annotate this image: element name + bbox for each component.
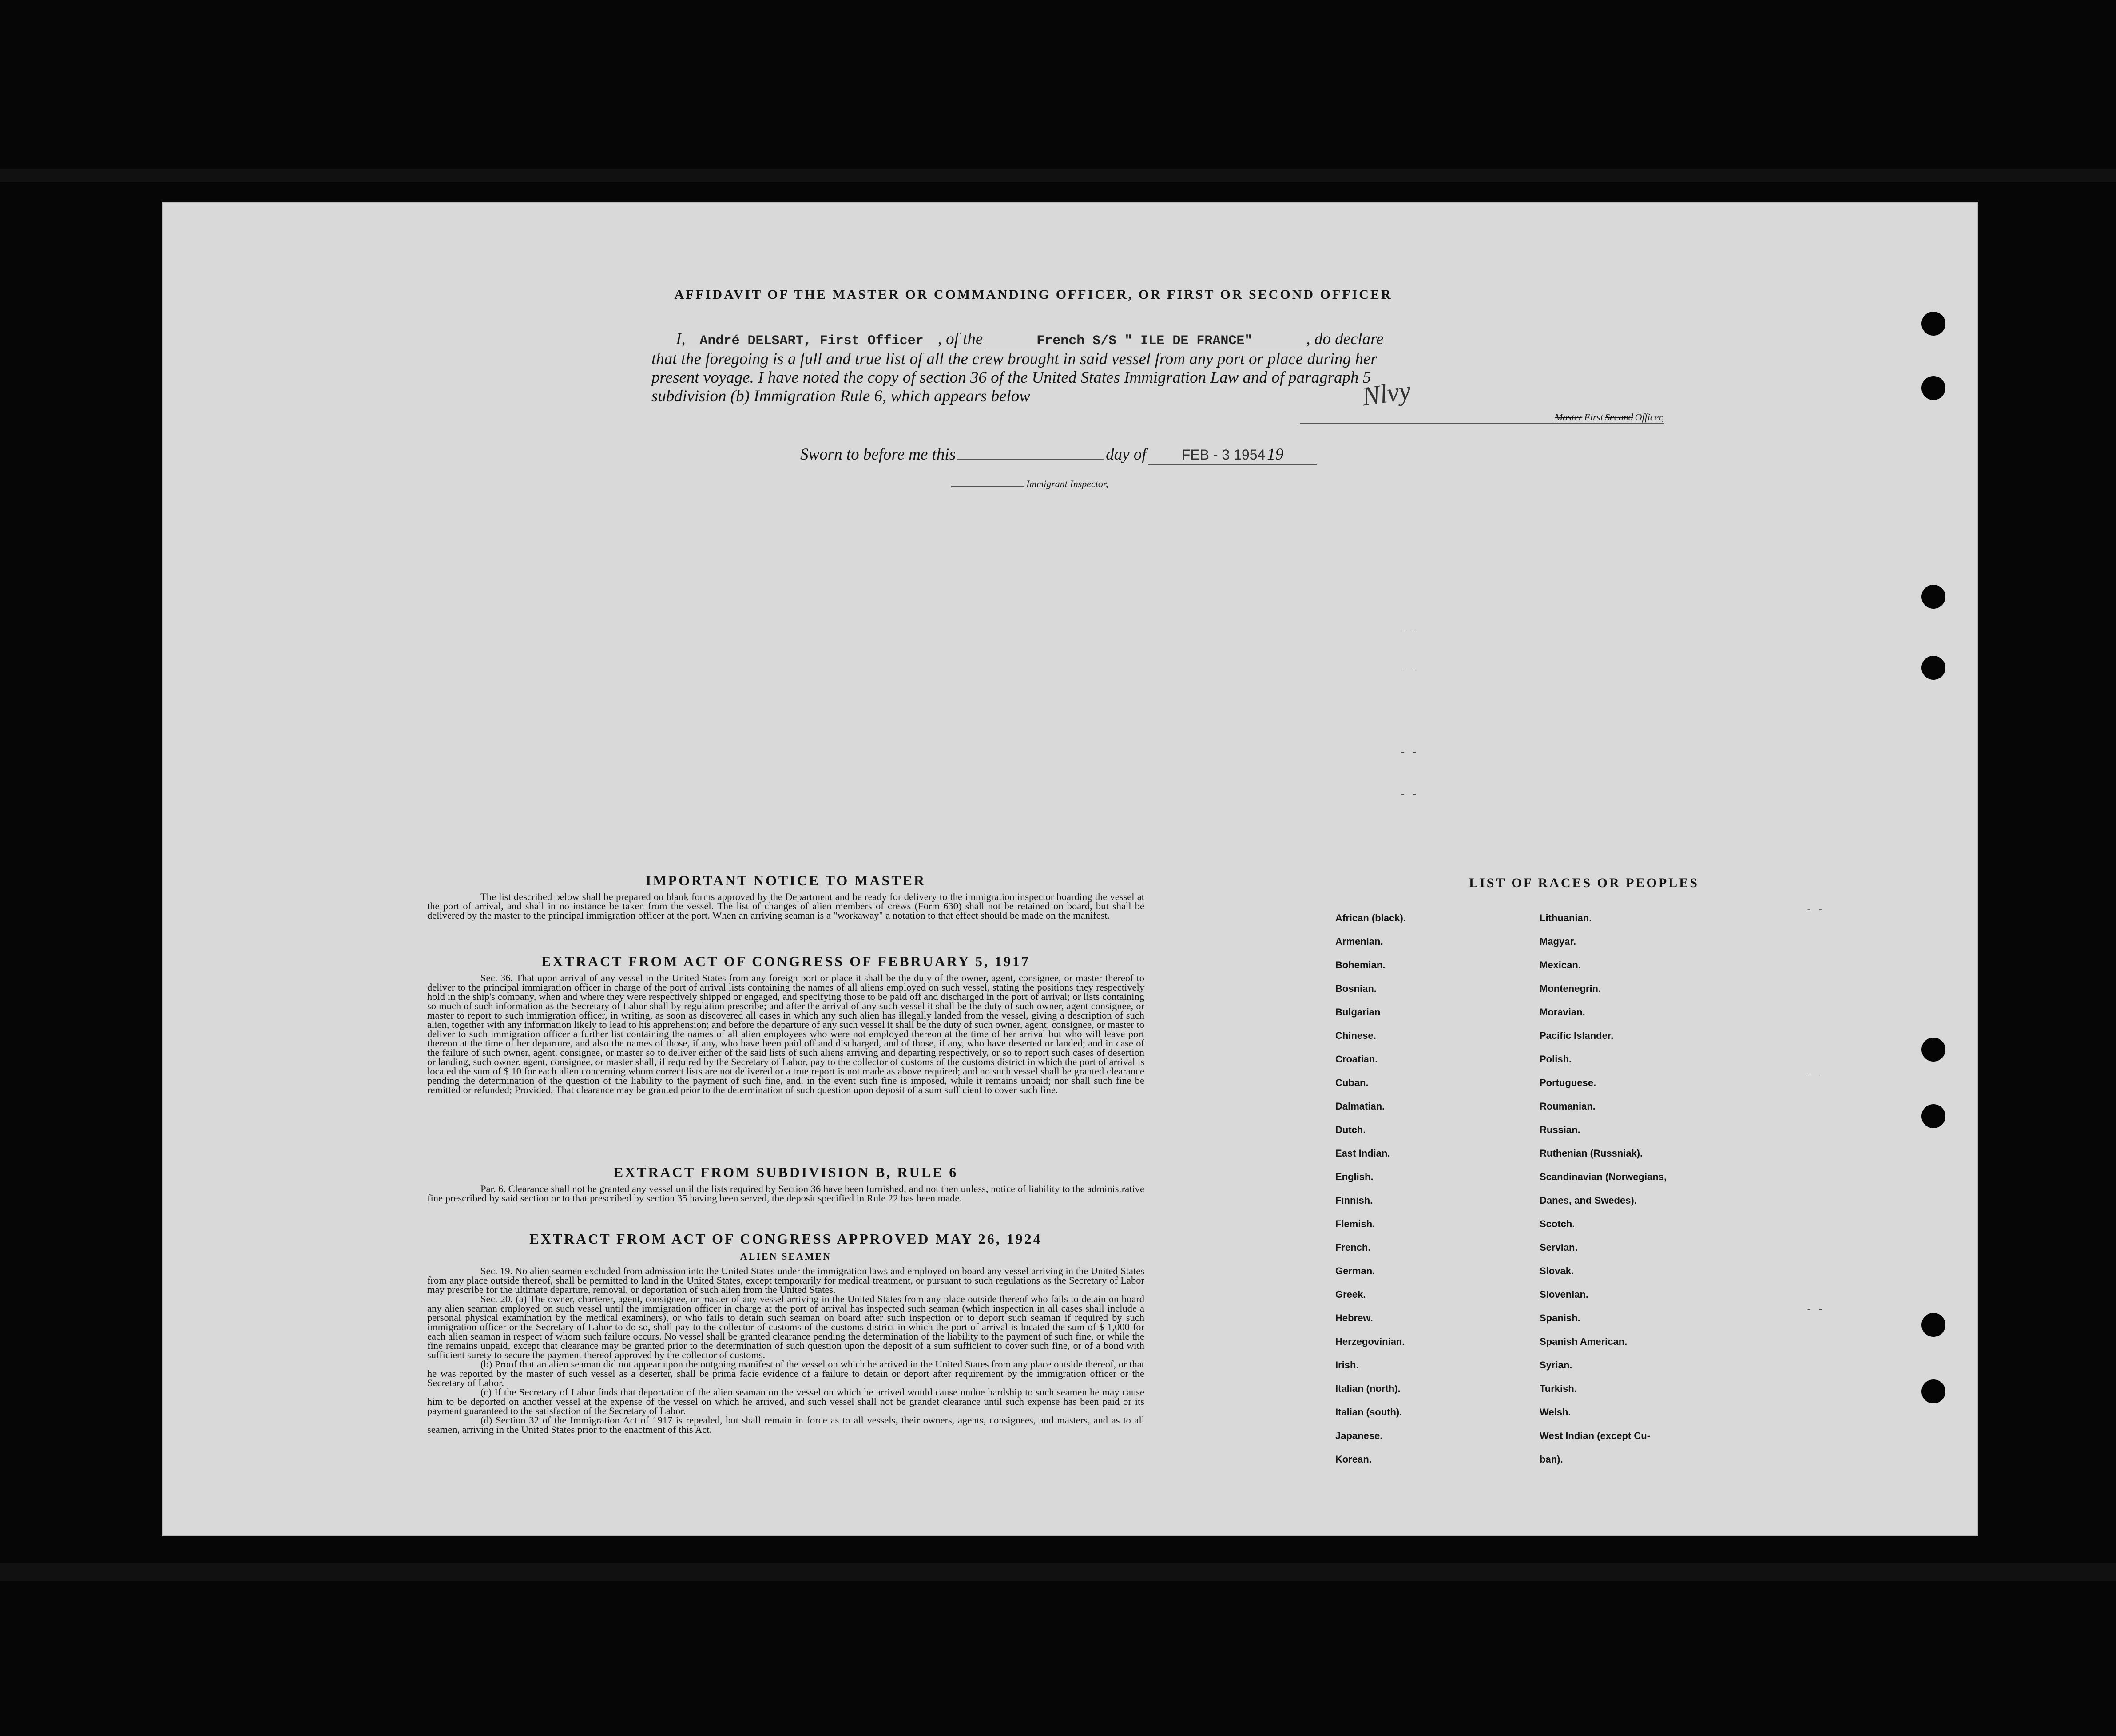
scan-band-top bbox=[0, 169, 2116, 182]
day-of-label: day of bbox=[1106, 445, 1147, 464]
race-item: Syrian. bbox=[1540, 1359, 1572, 1371]
race-item: Lithuanian. bbox=[1540, 912, 1592, 923]
race-item: Italian (north). bbox=[1335, 1383, 1401, 1394]
race-item: Korean. bbox=[1335, 1454, 1372, 1465]
race-item: Bohemian. bbox=[1335, 959, 1386, 971]
of-the-label: , of the bbox=[937, 330, 983, 348]
race-item: Bulgarian bbox=[1335, 1007, 1381, 1018]
notice-paragraph: The list described below shall be prepared on blank forms approved by the Department and be ready for delivery to the immigration inspector boarding the vessel at the port of arrival, and shall in no instance be taken from the vessel. The list of changes of alien members of crews (Form 630) shall not be retained on board, but shall be delivered by the master to the principal immigration officer at the port. When an arriving seaman is a "workaway" a notation to that effect should be made on the manifest. bbox=[427, 891, 1144, 921]
race-item: Scandinavian (Norwegians, bbox=[1540, 1171, 1667, 1182]
extract-rule6-title: EXTRACT FROM SUBDIVISION B, RULE 6 bbox=[613, 1164, 958, 1180]
extract-1917-paragraph: Sec. 36. That upon arrival of any vessel in the United States from any foreign port or place it shall be the duty of the owner, agent, consignee, or master thereof to deliver to the principal immigration officer in charge of the port of arrival lists containing the names of all aliens employed on such vessel, stating the positions they respectively hold in the ship's company, when and where they were respectively shipped or engaged, and specifying those to be paid off and discharged in the port of arrival; or lists containing so much of such information as the Secretary of Labor shall by regulation prescribe; and after the arrival of any such vessel it shall be the duty of such owner, agent consignee, or master to report to such immigration officer, in writing, as soon as discovered all cases in which any such alien has illegally landed from the vessel, giving a description of such alien, together with any information likely to lead to his apprehension; and before the departure of any such vessel it shall be the duty of such owner, agent, consignee, or master to deliver to such immigration officer a further list containing the names of all alien employees who were not employed thereon at the time of her arrival but who will leave port thereon at the time of her departure, and also the names of those, if any, who have been paid off and discharged, and of those, if any, who have deserted or landed; and in case of the failure of such owner, agent, consignee, or master so to deliver either of the said lists of such aliens arriving and departing respectively, or so to report such cases of desertion or landing, such owner, agent, consignee, or master shall, if required by the Secretary of Labor, pay to the collector of customs of the customs district in which the port of arrival is located the sum of $ 10 for each alien concerning whom correct lists are not delivered or a true report is not made as above required; and no such vessel shall be granted clearance pending the determination of the question of the liability to the payment of such fine, and, in the event such fine is imposed, while it remains unpaid; nor shall such fine be remitted or refunded; Provided, That clearance may be granted prior to the determination of such question upon deposit of a sum sufficient to cover such fine. bbox=[427, 972, 1144, 1095]
affidavit-body-line-1: that the foregoing is a full and true list of all the crew brought in said vessel from any port or place during her bbox=[651, 350, 1377, 368]
extract-rule6-paragraph: Par. 6. Clearance shall not be granted any vessel until the lists required by Section 36 have been furnished, and not then unless, notice of liability to the administrative fine prescribed by said section or to that prescribed by section 35 having been served, the deposit specified in Rule 22 has been made. bbox=[427, 1183, 1144, 1204]
race-item: Danes, and Swedes). bbox=[1540, 1195, 1637, 1206]
race-item: Welsh. bbox=[1540, 1407, 1571, 1418]
extract-1924-paragraph: (d) Section 32 of the Immigration Act of 1917 is repealed, but shall remain in force as to all vessels, their owners, agents, consignees, and masters, and as to all seamen, arriving in the United States prior to the enactment of this Act. bbox=[427, 1415, 1144, 1435]
race-item: Roumanian. bbox=[1540, 1101, 1596, 1112]
officer-second-crossed: Second bbox=[1605, 412, 1633, 423]
extract-1917-text bbox=[427, 973, 1144, 1094]
punch-hole bbox=[1921, 656, 1945, 680]
officer-name-field bbox=[687, 333, 936, 349]
race-item: East Indian. bbox=[1335, 1148, 1390, 1159]
vessel-name-field bbox=[985, 333, 1304, 349]
race-item: Spanish American. bbox=[1540, 1336, 1628, 1347]
race-item: German. bbox=[1335, 1265, 1375, 1276]
sworn-day-field bbox=[957, 459, 1104, 460]
punch-hole bbox=[1921, 1313, 1945, 1337]
margin-dash: - - bbox=[1400, 625, 1417, 636]
race-item: Portuguese. bbox=[1540, 1077, 1596, 1088]
race-item: Italian (south). bbox=[1335, 1407, 1402, 1418]
punch-hole bbox=[1921, 1104, 1945, 1128]
extract-1924-paragraph: (b) Proof that an alien seaman did not appear upon the outgoing manifest of the vessel on which he arrived in the United States from any place outside thereof, or that he was reported by the master of such vessel as a deserter, shall be prima facie evidence of a failure to detain or deport after requirement by the immigration officer or the Secretary of Labor. bbox=[427, 1359, 1144, 1388]
officer-signature-line bbox=[1300, 412, 1664, 424]
officer-first: First bbox=[1584, 412, 1604, 423]
race-item: Pacific Islander. bbox=[1540, 1030, 1614, 1041]
margin-dash: - - bbox=[1400, 789, 1417, 800]
race-item: Finnish. bbox=[1335, 1195, 1373, 1206]
race-item: Montenegrin. bbox=[1540, 983, 1601, 994]
inspector-line bbox=[951, 478, 1108, 490]
race-item: Polish. bbox=[1540, 1054, 1572, 1065]
race-item: Dalmatian. bbox=[1335, 1101, 1385, 1112]
races-title: LIST OF RACES OR PEOPLES bbox=[1469, 876, 1699, 890]
extract-1917-title: EXTRACT FROM ACT OF CONGRESS OF FEBRUARY 5, 1917 bbox=[541, 953, 1030, 969]
race-item: Dutch. bbox=[1335, 1124, 1366, 1135]
race-item: Bosnian. bbox=[1335, 983, 1377, 994]
sworn-label: Sworn to before me this bbox=[800, 445, 956, 464]
race-item: Slovenian. bbox=[1540, 1289, 1589, 1300]
extract-1924-title: EXTRACT FROM ACT OF CONGRESS APPROVED MAY 26, 1924 bbox=[529, 1231, 1042, 1247]
do-declare-label: , do declare bbox=[1306, 330, 1384, 348]
punch-hole bbox=[1921, 376, 1945, 400]
race-item: Servian. bbox=[1540, 1242, 1578, 1253]
margin-dash: - - bbox=[1400, 665, 1417, 676]
affidavit-body-line-2: present voyage. I have noted the copy of section 36 of the United States Immigration Law and of paragraph 5 bbox=[651, 369, 1371, 387]
race-item: Croatian. bbox=[1335, 1054, 1378, 1065]
race-item: Cuban. bbox=[1335, 1077, 1369, 1088]
race-item: West Indian (except Cu- bbox=[1540, 1430, 1650, 1441]
margin-dash: - - bbox=[1806, 1069, 1824, 1080]
race-item: Ruthenian (Russniak). bbox=[1540, 1148, 1643, 1159]
extract-rule6-text bbox=[427, 1184, 1144, 1203]
year-prefix: 19 bbox=[1267, 445, 1284, 464]
race-item: Spanish. bbox=[1540, 1312, 1580, 1324]
punch-hole bbox=[1921, 1038, 1945, 1062]
race-item: Herzegovinian. bbox=[1335, 1336, 1405, 1347]
affidavit-title: AFFIDAVIT OF THE MASTER OR COMMANDING OFFICER, OR FIRST OR SECOND OFFICER bbox=[674, 287, 1393, 302]
officer-signature: Nlvy bbox=[1360, 375, 1413, 412]
extract-1924-paragraph: Sec. 19. No alien seamen excluded from admission into the United States under the immigration laws and employed on board any vessel arriving in the United States from any place outside thereof, shall be permitted to land in the United States, except temporarily for medical treatment, or pursuant to such regulations as the Secretary of Labor may prescribe for the ultimate departure, removal, or deportation of such alien from the United States. bbox=[427, 1265, 1144, 1295]
extract-1924-paragraph: Sec. 20. (a) The owner, charterer, agent, consignee, or master of any vessel arriving in the United States from any place outside thereof who fails to detain on board any alien seaman employed on such vessel until the immigration officer in charge at the port of arrival has inspected such seaman (which inspection in all cases shall include a personal physical examination by the medical examiners), or who fails to detain such seaman on board after such inspection or to deport such seaman if required by such immigration officer or the Secretary of Labor to do so, shall pay to the collector of customs of the customs district in which the port of arrival is located the sum of $ 1,000 for each alien seaman in respect of whom such failure occurs. No vessel shall be granted clearance pending the determination of the liability to the payment of such fine, or while the fine remains unpaid, except that clearance may be granted prior to the determination of such question upon the deposit of a sum sufficient to cover such fine, or of a bond with sufficient surety to secure the payment thereof approved by the collector of customs. bbox=[427, 1293, 1144, 1360]
margin-dash: - - bbox=[1806, 1304, 1824, 1315]
race-item: French. bbox=[1335, 1242, 1371, 1253]
race-item: Armenian. bbox=[1335, 936, 1383, 947]
scan-band-bottom bbox=[0, 1563, 2116, 1581]
affidavit-body-line-3: subdivision (b) Immigration Rule 6, which appears below bbox=[651, 387, 1030, 405]
date-field bbox=[1148, 445, 1317, 465]
vessel-name: French S/S " ILE DE FRANCE" bbox=[1036, 333, 1253, 349]
race-item: Mexican. bbox=[1540, 959, 1581, 971]
race-item: Magyar. bbox=[1540, 936, 1576, 947]
margin-dash: - - bbox=[1400, 747, 1417, 758]
race-item: Japanese. bbox=[1335, 1430, 1383, 1441]
race-item: Russian. bbox=[1540, 1124, 1580, 1135]
race-item: Greek. bbox=[1335, 1289, 1366, 1300]
punch-hole bbox=[1921, 312, 1945, 336]
notice-title: IMPORTANT NOTICE TO MASTER bbox=[645, 872, 926, 888]
race-item: Scotch. bbox=[1540, 1218, 1575, 1229]
race-item: Hebrew. bbox=[1335, 1312, 1373, 1324]
document-page bbox=[162, 202, 1978, 1536]
inspector-label: Immigrant Inspector, bbox=[1026, 478, 1108, 489]
punch-hole bbox=[1921, 1379, 1945, 1403]
race-item: African (black). bbox=[1335, 912, 1406, 923]
date-stamp: FEB - 3 1954 bbox=[1181, 447, 1266, 463]
margin-dash: - - bbox=[1806, 904, 1824, 916]
officer-master-crossed: Master bbox=[1554, 412, 1583, 423]
race-item: ban). bbox=[1540, 1454, 1563, 1465]
race-item: Chinese. bbox=[1335, 1030, 1376, 1041]
sworn-line bbox=[800, 445, 1317, 465]
race-item: Slovak. bbox=[1540, 1265, 1574, 1276]
inspector-signature-field bbox=[951, 486, 1024, 487]
race-item: Turkish. bbox=[1540, 1383, 1577, 1394]
race-item: Flemish. bbox=[1335, 1218, 1375, 1229]
i-label: I, bbox=[676, 330, 686, 348]
officer-suffix: Officer, bbox=[1635, 412, 1664, 423]
race-item: English. bbox=[1335, 1171, 1374, 1182]
officer-name: André DELSART, First Officer bbox=[699, 333, 924, 349]
affidavit-declaration-line bbox=[676, 329, 1675, 349]
extract-1924-subtitle: ALIEN SEAMEN bbox=[740, 1251, 832, 1262]
extract-1924-paragraph: (c) If the Secretary of Labor finds that deportation of the alien seaman on the vessel on which he arrived would cause undue hardship to such seamen he may cause him to be deported on another vessel at the expense of the vessel on which he arrived, and such vessel shall not be grandet clearance until such expense has been paid or its payment guaranteed to the satisfaction of the Secretary of Labor. bbox=[427, 1387, 1144, 1416]
extract-1924-text bbox=[427, 1266, 1144, 1434]
punch-hole bbox=[1921, 585, 1945, 609]
race-item: Irish. bbox=[1335, 1359, 1359, 1371]
notice-text bbox=[427, 892, 1144, 920]
race-item: Moravian. bbox=[1540, 1007, 1585, 1018]
